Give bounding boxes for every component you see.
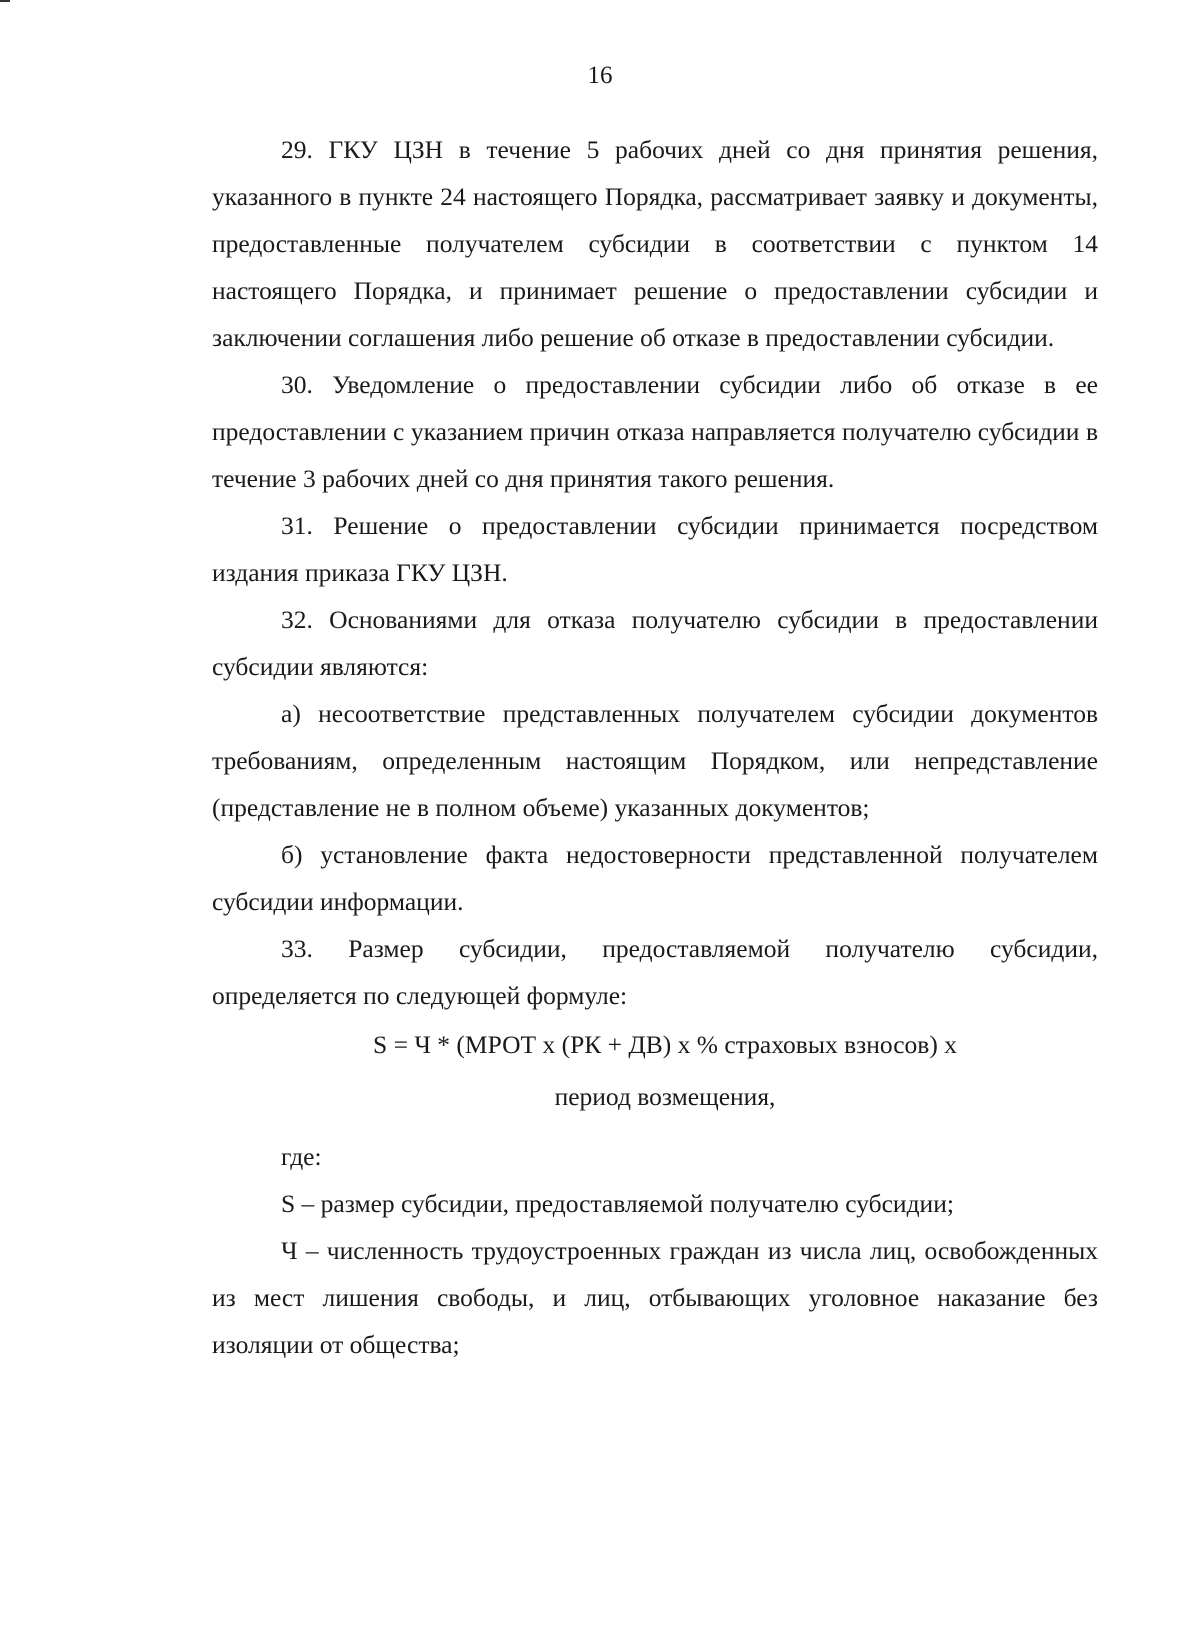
- formula-line-2: период возмещения,: [554, 1082, 776, 1111]
- definition-s: S – размер субсидии, предоставляемой получателю субсидии;: [281, 1189, 954, 1218]
- definition-where: где:: [281, 1142, 322, 1171]
- paragraph-31: 31. Решение о предоставлении субсидии принимается посредством издания приказа ГКУ ЦЗН.: [212, 511, 1098, 587]
- paragraph-32-item-a: а) несоответствие представленных получателем субсидии документов требованиям, определенным настоящим Порядком, или непредставление (представление не в полном объеме) указанных документов;: [212, 699, 1098, 822]
- scan-corner-mark: [0, 0, 10, 2]
- document-body: [212, 126, 1098, 1368]
- formula-line-1: S = Ч * (МРОТ х (РК + ДВ) х % страховых взносов) х: [373, 1030, 957, 1059]
- paragraph-30: 30. Уведомление о предоставлении субсидии либо об отказе в ее предоставлении с указанием причин отказа направляется получателю субсидии в течение 3 рабочих дней со дня принятия такого решения.: [212, 370, 1098, 493]
- paragraph-32: 32. Основаниями для отказа получателю субсидии в предоставлении субсидии являются:: [212, 605, 1098, 681]
- page-number: 16: [587, 62, 613, 89]
- definition-ch: Ч – численность трудоустроенных граждан из числа лиц, освобожденных из мест лишения свободы, и лиц, отбывающих уголовное наказание без изоляции от общества;: [212, 1236, 1098, 1359]
- paragraph-32-item-b: б) установление факта недостоверности представленной получателем субсидии информации.: [212, 840, 1098, 916]
- paragraph-33: 33. Размер субсидии, предоставляемой получателю субсидии, определяется по следующей формуле:: [212, 934, 1098, 1010]
- paragraph-29: 29. ГКУ ЦЗН в течение 5 рабочих дней со дня принятия решения, указанного в пункте 24 настоящего Порядка, рассматривает заявку и документы, предоставленные получателем субсидии в соответствии с пунктом 14 настоящего Порядка, и принимает решение о предоставлении субсидии и заключении соглашения либо решение об отказе в предоставлении субсидии.: [212, 135, 1098, 352]
